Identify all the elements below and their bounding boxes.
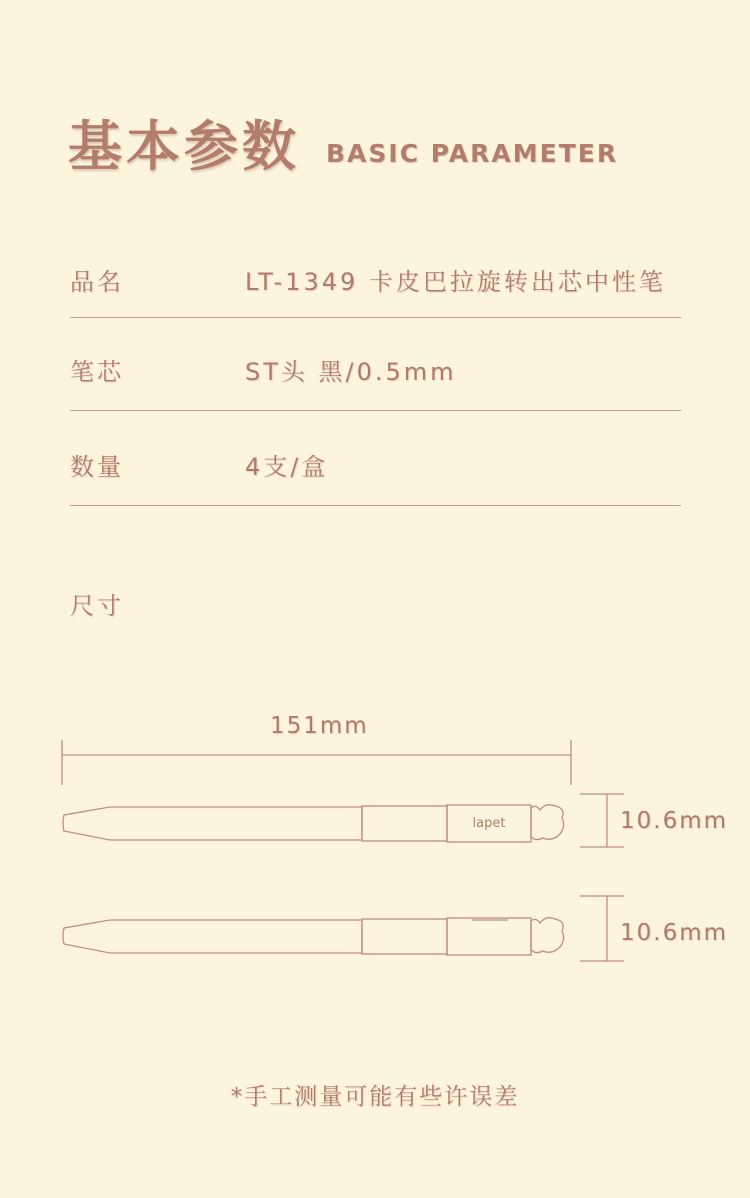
measurement-note: *手工测量可能有些许误差 (230, 1084, 520, 1110)
page-subtitle: BASIC PARAMETER (326, 139, 619, 168)
pen-brand-logo: lapet (472, 816, 506, 831)
diameter-dimension-label-bottom: 10.6mm (620, 920, 729, 946)
param-label-quantity: 数量 (70, 453, 124, 481)
param-label-name: 品名 (70, 268, 124, 296)
size-label: 尺寸 (70, 592, 124, 620)
param-label-refill: 笔芯 (70, 358, 124, 386)
param-value-refill: ST头 黑/0.5mm (245, 358, 457, 386)
page-title: 基本参数 (68, 115, 300, 178)
pen-illustration-bottom (63, 918, 564, 955)
length-dimension-label: 151mm (270, 713, 369, 739)
param-value-name: LT-1349 卡皮巴拉旋转出芯中性笔 (245, 268, 666, 296)
param-value-quantity: 4支/盒 (245, 453, 329, 481)
diameter-dimension-label-top: 10.6mm (620, 808, 729, 834)
